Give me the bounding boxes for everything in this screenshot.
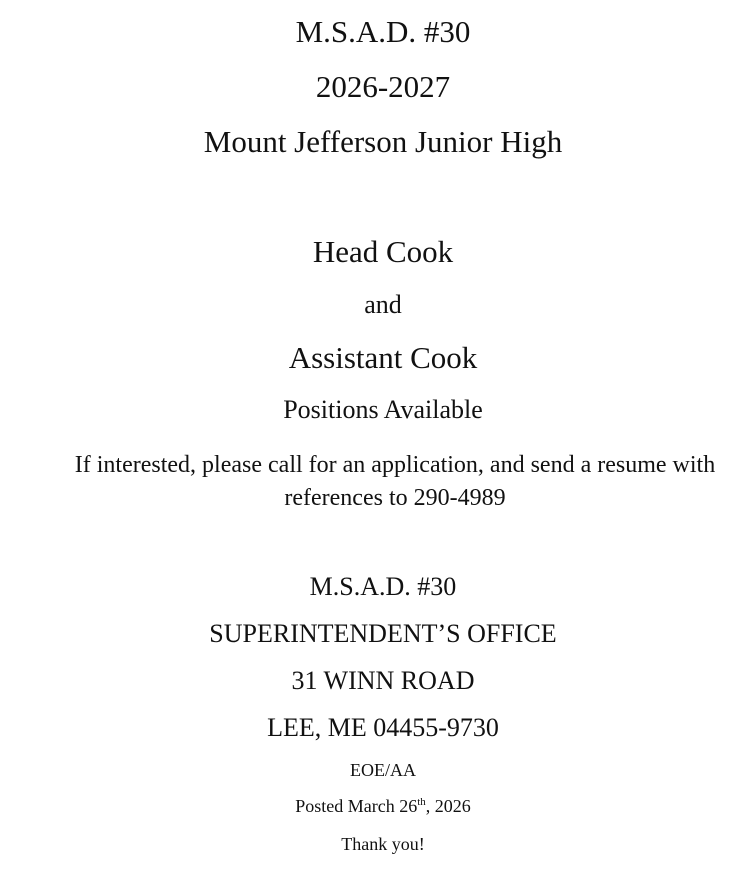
eoe-notice: EOE/AA: [350, 760, 416, 780]
school-name: Mount Jefferson Junior High: [203, 124, 563, 159]
posted-date: [8, 797, 750, 815]
contact-street: 31 WINN ROAD: [291, 666, 475, 695]
contact-office: SUPERINTENDENT’S OFFICE: [209, 619, 557, 648]
position-connector: and: [364, 290, 402, 319]
district-heading: M.S.A.D. #30: [295, 14, 471, 49]
positions-available-label: Positions Available: [283, 395, 483, 424]
application-instructions: [40, 449, 750, 515]
position-head-cook: Head Cook: [312, 234, 454, 269]
contact-city: LEE, ME 04455-9730: [267, 713, 499, 742]
application-line-1: If interested, please call for an application, and send a resume with: [74, 452, 716, 478]
contact-district: M.S.A.D. #30: [309, 572, 457, 601]
posted-date-year: , 2026: [425, 796, 471, 816]
posted-date-prefix: Posted March 26: [295, 796, 418, 816]
posted-date-ordinal: th: [417, 796, 426, 808]
position-assistant-cook: Assistant Cook: [288, 340, 478, 375]
thank-you-note: Thank you!: [341, 834, 425, 854]
application-line-2: references to 290-4989: [284, 485, 506, 511]
school-year: 2026-2027: [315, 69, 451, 104]
